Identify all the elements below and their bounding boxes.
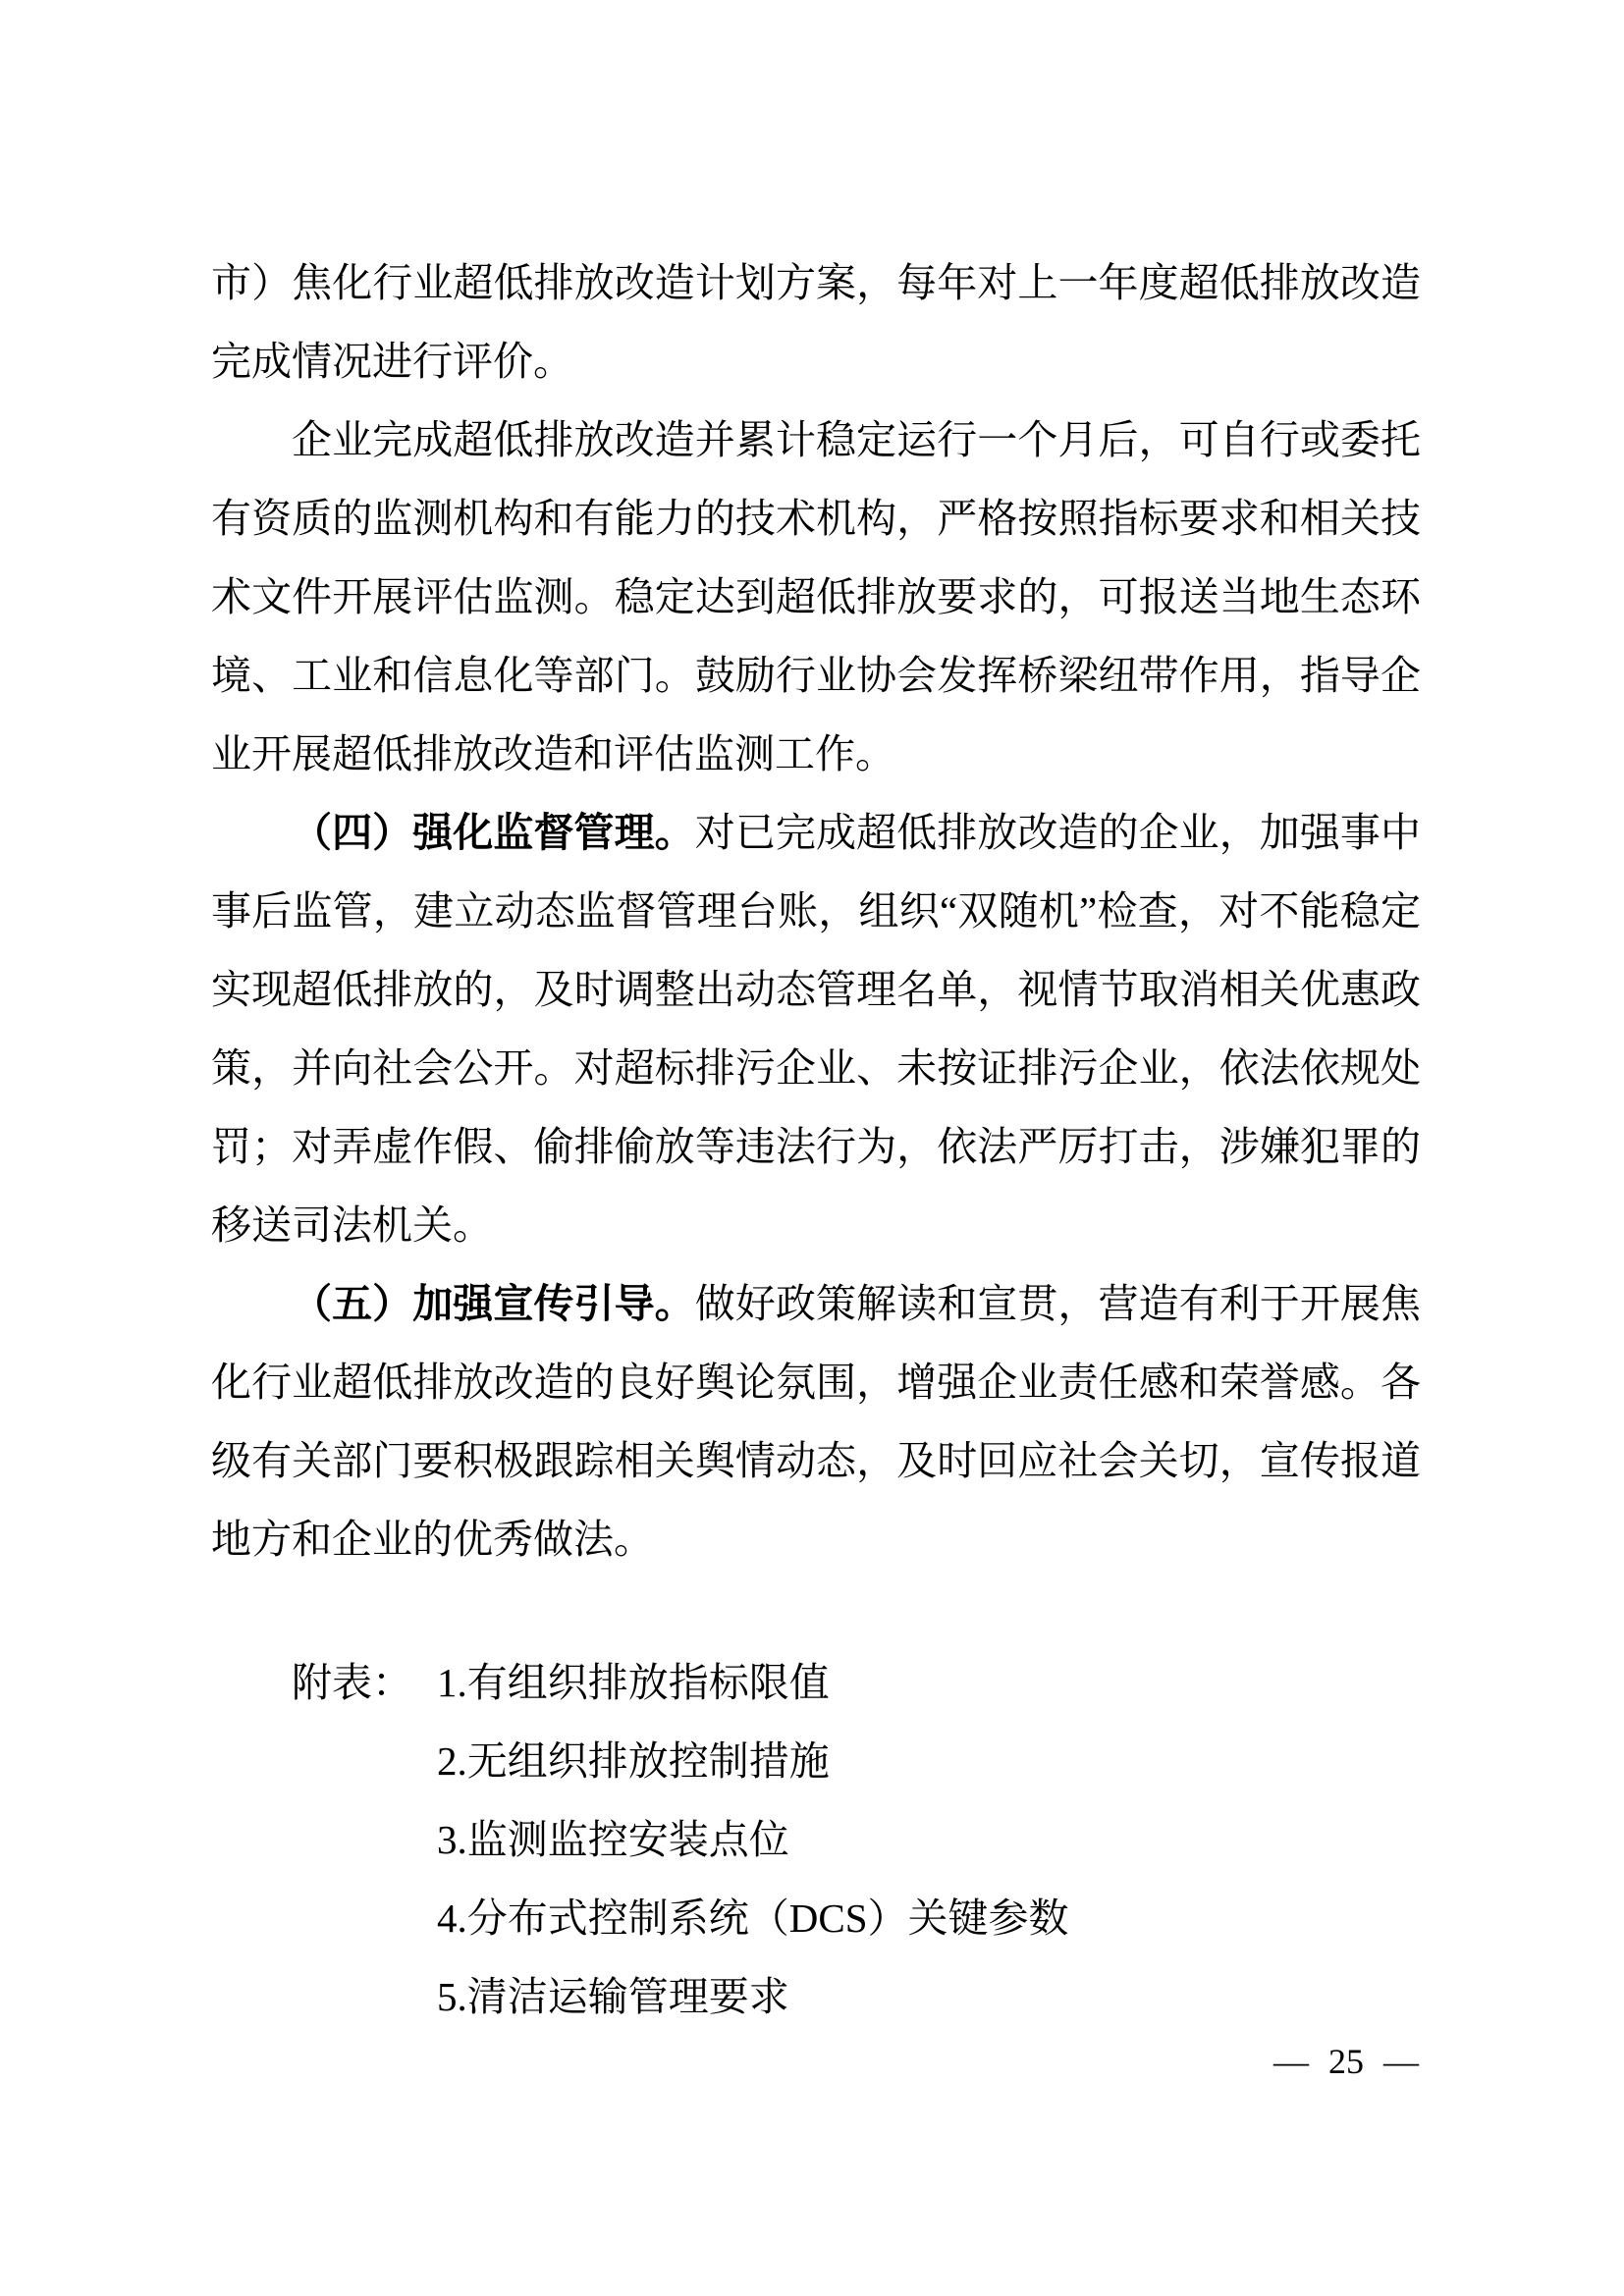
footer-left-dash: — (1273, 2042, 1309, 2081)
appendix-line-1 (292, 1643, 1421, 1722)
appendix-item: 4.分布式控制系统（DCS）关键参数 (437, 1896, 1069, 1941)
document-body (211, 243, 1421, 2036)
paragraph-section-4-supervision (211, 793, 1421, 1264)
appendix-line-3 (292, 1800, 1421, 1879)
appendix-item: 1.有组织排放指标限值 (437, 1660, 830, 1705)
appendix-item: 5.清洁运输管理要求 (437, 1974, 789, 2019)
page-number: 25 (1328, 2042, 1364, 2081)
footer-right-dash: — (1383, 2042, 1419, 2081)
appendix-line-2 (292, 1722, 1421, 1800)
appendix-label: 附表： (292, 1660, 412, 1705)
appendix-line-5 (292, 1957, 1421, 2036)
appendix-item: 2.无组织排放控制措施 (437, 1738, 830, 1784)
appendix-item: 3.监测监控安装点位 (437, 1817, 789, 1862)
paragraph-text: 市）焦化行业超低排放改造计划方案，每年对上一年度超低排放改造完成情况进行评价。 (211, 260, 1421, 384)
appendix-list (211, 1643, 1421, 2036)
section-heading-4: （四）强化监督管理。 (292, 810, 695, 855)
page-footer (1273, 2040, 1419, 2083)
paragraph-text: 做好政策解读和宣贯，营造有利于开展焦化行业超低排放改造的良好舆论氛围，增强企业责任感和荣誉感。各级有关部门要积极跟踪相关舆情动态，及时回应社会关切，宣传报道地方和企业的优秀做法。 (211, 1281, 1422, 1562)
paragraph-text: 企业完成超低排放改造并累计稳定运行一个月后，可自行或委托有资质的监测机构和有能力的技术机构，严格按照指标要求和相关技术文件开展评估监测。稳定达到超低排放要求的，可报送当地生态环境、工业和信息化等部门。鼓励行业协会发挥桥梁纽带作用，指导企业开展超低排放改造和评估监测工作。 (211, 417, 1421, 776)
paragraph-continuation (211, 243, 1421, 400)
paragraph-evaluation-monitoring (211, 400, 1421, 793)
paragraph-section-5-publicity (211, 1264, 1421, 1578)
paragraph-text: 对已完成超低排放改造的企业，加强事中事后监管，建立动态监督管理台账，组织“双随机”检查，对不能稳定实现超低排放的，及时调整出动态管理名单，视情节取消相关优惠政策，并向社会公开。对超标排污企业、未按证排污企业，依法依规处罚；对弄虚作假、偷排偷放等违法行为，依法严厉打击，涉嫌犯罪的移送司法机关。 (211, 810, 1422, 1248)
section-heading-5: （五）加强宣传引导。 (292, 1281, 695, 1326)
appendix-line-4 (292, 1879, 1421, 1957)
